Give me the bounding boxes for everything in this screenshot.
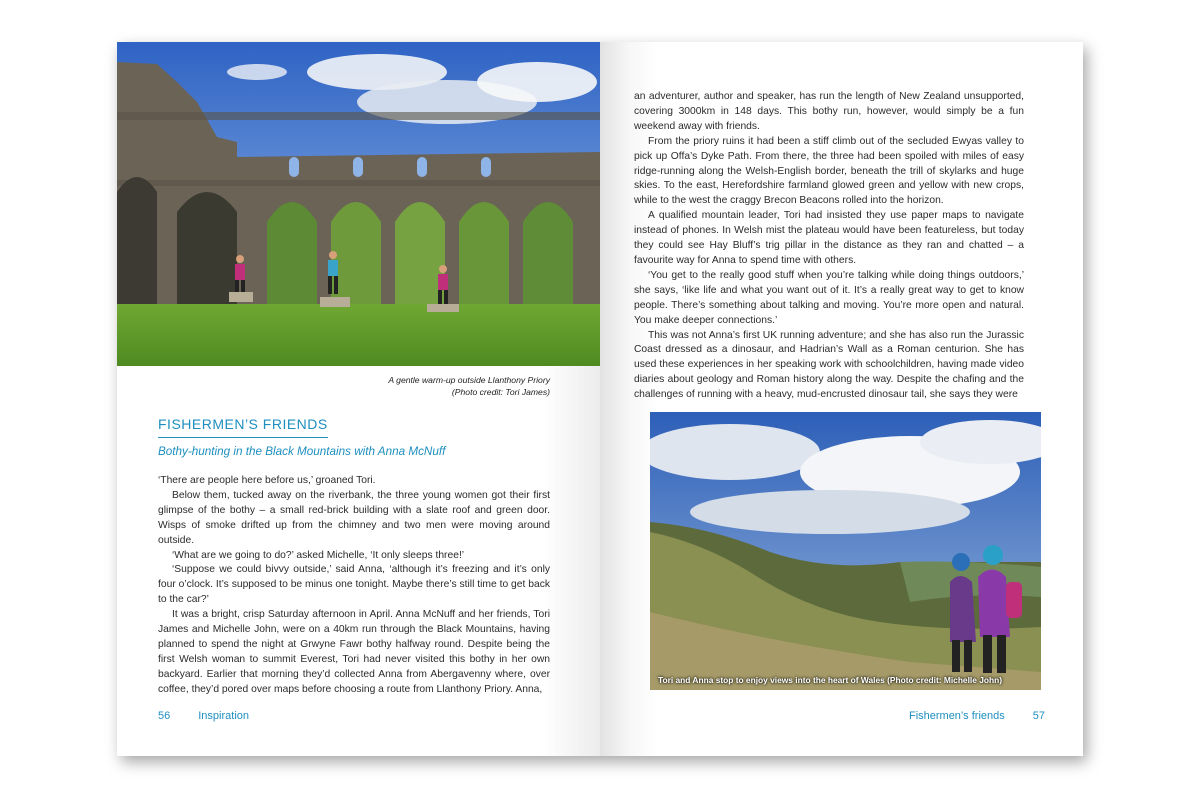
left-body-text	[158, 474, 550, 698]
page-number: 57	[1032, 710, 1045, 722]
paragraph: From the priory ruins it had been a stiff climb out of the secluded Ewyas valley to pick up Offa’s Dyke Path. From there, the three had been spoiled with miles of easy ridge-running along the Welsh-English border, beneath the trill of skylarks and huge skies. To the east, Herefordshire farmland glowed green and yellow with new crops, while to the west the craggy Brecon Beacons rolled into the horizon.	[634, 135, 1024, 207]
paragraph: ‘You get to the really good stuff when you’re talking while doing things outdoors,’ she says, ‘like life and what you want out of it. It’s a really great way to get to know people. There’s something about talking and moving. You’re more open and natural. You make deeper connections.’	[634, 269, 1024, 326]
mountain-photo-caption: Tori and Anna stop to enjoy views into the heart of Wales (Photo credit: Michelle John)	[658, 675, 1003, 685]
paragraph: A qualified mountain leader, Tori had insisted they use paper maps to navigate instead of phones. In Welsh mist the plateau would have been featureless, but today they could see Hay Bluff’s trig pillar in the distance as they ran and chatted – a favourite way for Anna to spend time with others.	[634, 210, 1024, 266]
caption-line-2: (Photo credit: Tori James)	[451, 387, 550, 397]
paragraph: ‘There are people here before us,’ groaned Tori.	[158, 475, 376, 486]
mountain-view-photo	[650, 412, 1041, 690]
paragraph: an adventurer, author and speaker, has run the length of New Zealand unsupported, covering 3000km in 148 days. This bothy run, however, would simply be a fun weekend away with friends.	[634, 91, 1024, 132]
running-head: Fishermen’s friends	[908, 710, 1005, 722]
paragraph: Below them, tucked away on the riverbank, the three young women got their first glimpse of the bothy – a small red-brick building with a slate roof and green door. Wisps of smoke drifted up from the chimney and two men were moving around outside.	[158, 489, 550, 546]
left-folio	[158, 710, 249, 722]
paragraph: ‘Suppose we could bivvy outside,’ said Anna, ‘although it’s freezing and it’s only four o’clock. It’s supposed to be minus one tonight. Maybe there’s still time to get back to the car?’	[158, 564, 550, 606]
right-folio	[909, 710, 1045, 722]
paragraph: It was a bright, crisp Saturday afternoon in April. Anna McNuff and her friends, Tori James and Michelle John, were on a 40km run through the Black Mountains, having planned to spend the night at Grwyne Fawr bothy halfway round. Despite being the first Welsh woman to summit Everest, Tori had never visited this bothy in her own backyard. Earlier that morning they’d collected Anna from Abergavenny where, over coffee, they’d pored over maps before choosing a route from Llanthony Priory. Anna,	[158, 609, 550, 695]
paragraph: This was not Anna’s first UK running adventure; and she has also run the Jurassic Coast dressed as a dinosaur, and Hadrian’s Wall as a Roman centurion. She has used these experiences in her speaking work with schoolchildren, having made video diaries about geology and Roman history along the way. Despite the chafing and the challenges of running with a heavy, mud-encrusted dinosaur tail, she says they were	[634, 329, 1024, 401]
priory-photo-caption	[250, 374, 550, 398]
chapter-subtitle: Bothy-hunting in the Black Mountains with Anna McNuff	[158, 445, 446, 458]
left-page	[117, 42, 600, 756]
right-body-text	[634, 90, 1024, 403]
page-number: 56	[158, 710, 171, 722]
caption-line-1: A gentle warm-up outside Llanthony Priory	[388, 375, 550, 385]
book-spread	[117, 42, 1083, 756]
priory-ruins-photo	[117, 42, 600, 366]
running-head: Inspiration	[198, 710, 250, 722]
chapter-heading: FISHERMEN’S FRIENDS	[158, 416, 328, 438]
paragraph: ‘What are we going to do?’ asked Michelle, ‘It only sleeps three!’	[172, 549, 465, 561]
